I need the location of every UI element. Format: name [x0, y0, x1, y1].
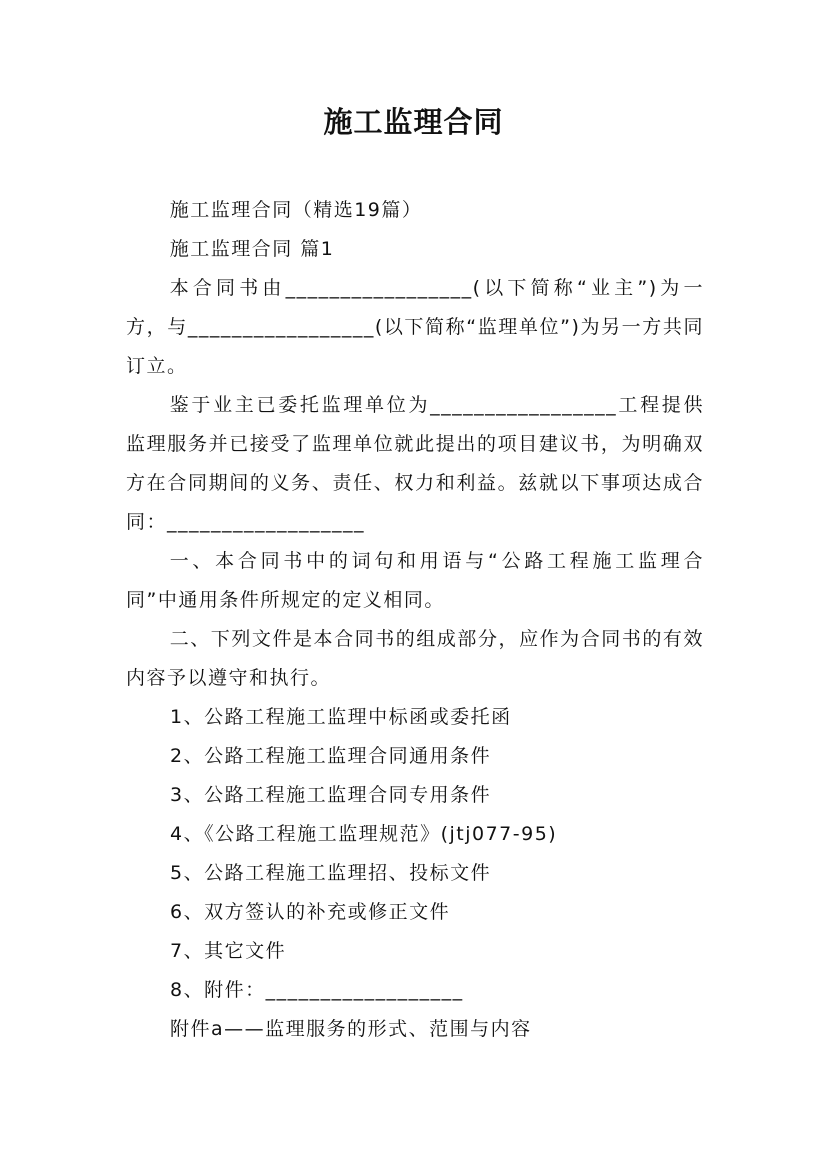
list-item: 3、公路工程施工监理合同专用条件 — [170, 784, 492, 806]
paragraph-section-heading: 施工监理合同 篇1 — [169, 238, 335, 260]
list-item: 5、公路工程施工监理招、投标文件 — [170, 862, 492, 884]
paragraph-subtitle: 施工监理合同（精选19篇） — [169, 199, 423, 221]
list-item: 4、《公路工程施工监理规范》(jtj077-95) — [170, 823, 558, 845]
paragraph-clause-2: 二、下列文件是本合同书的组成部分，应作为合同书的有效内容予以遵守和执行。 — [126, 628, 704, 689]
paragraph-clause-1: 一、本合同书中的词句和用语与“公路工程施工监理合同”中通用条件所规定的定义相同。 — [126, 550, 704, 611]
list-item: 7、其它文件 — [170, 940, 287, 962]
paragraph-parties: 本合同书由_________________(以下简称“业主”)为一方，与_________________(以下简称“监理单位”)为另一方共同订立。 — [126, 277, 704, 377]
list-item: 6、双方签认的补充或修正文件 — [170, 901, 451, 923]
document-title: 施工监理合同 — [323, 105, 504, 139]
paragraph-recital: 鉴于业主已委托监理单位为_________________工程提供监理服务并已接受了监理单位就此提出的项目建议书，为明确双方在合同期间的义务、责任、权力和利益。兹就以下事项达成合同：__________________ — [126, 394, 704, 533]
document-body — [126, 191, 704, 1049]
list-item: 8、附件：__________________ — [170, 979, 464, 1001]
list-item-annex: 附件a——监理服务的形式、范围与内容 — [170, 1018, 532, 1040]
list-item: 1、公路工程施工监理中标函或委托函 — [170, 706, 512, 728]
list-item: 2、公路工程施工监理合同通用条件 — [170, 745, 492, 767]
